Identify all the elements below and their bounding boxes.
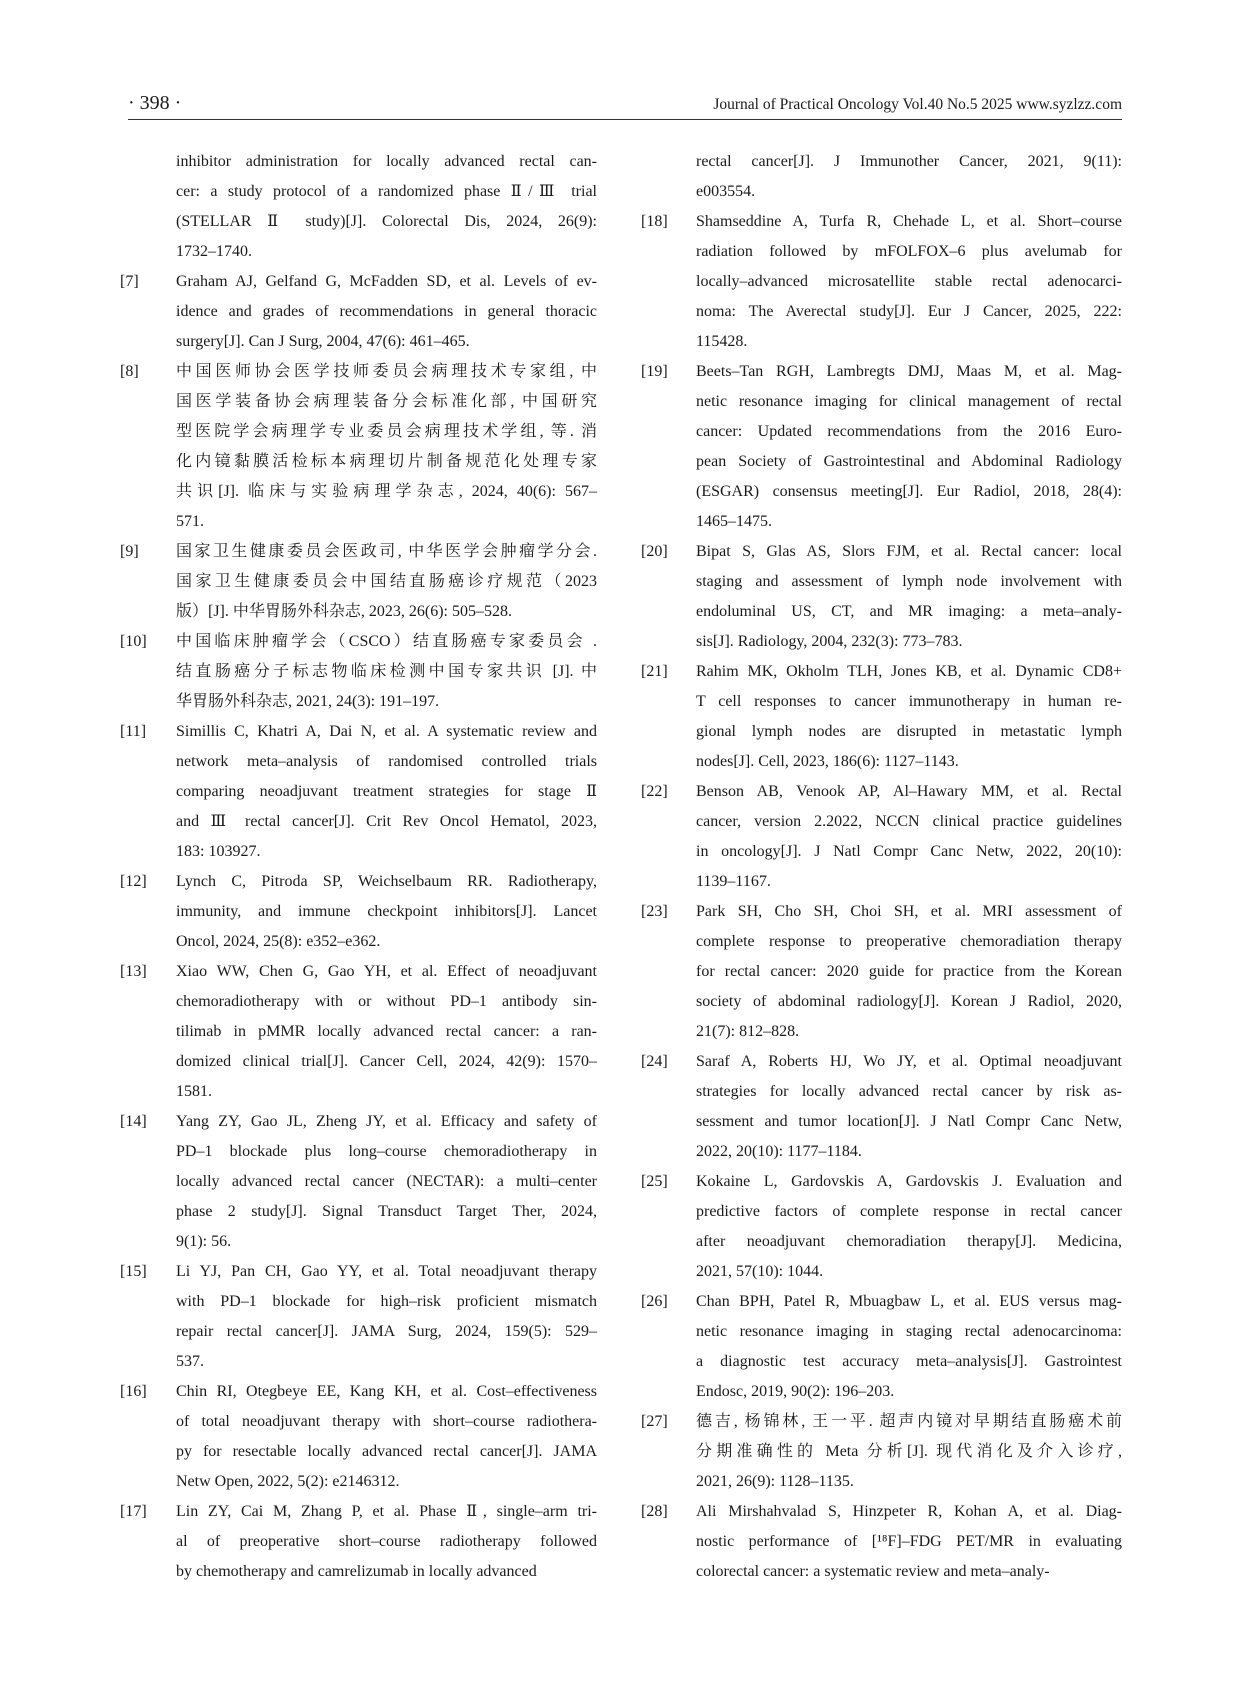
reference-number: [12]: [120, 873, 147, 890]
reference-line: 国家卫生健康委员会中国结直肠癌诊疗规范（2023: [176, 573, 597, 590]
reference-line: 国家卫生健康委员会医政司, 中华医学会肿瘤学分会.: [176, 543, 597, 560]
reference-line: PD–1 blockade plus long–course chemoradiotherapy in: [176, 1143, 597, 1160]
reference-line: complete response to preoperative chemoradiation therapy: [696, 933, 1122, 950]
reference-line: after neoadjuvant chemoradiation therapy[J]. Medicina,: [696, 1233, 1122, 1250]
reference-line: 183: 103927.: [176, 843, 261, 860]
reference-line: domized clinical trial[J]. Cancer Cell, 2024, 42(9): 1570–: [176, 1053, 597, 1070]
reference-line: noma: The Averectal study[J]. Eur J Cancer, 2025, 222:: [696, 303, 1122, 320]
reference-line: and Ⅲ rectal cancer[J]. Crit Rev Oncol Hematol, 2023,: [176, 813, 597, 830]
reference-line: idence and grades of recommendations in general thoracic: [176, 303, 597, 320]
reference-line: cancer: Updated recommendations from the 2016 Euro-: [696, 423, 1122, 440]
reference-line: cer: a study protocol of a randomized phase Ⅱ/Ⅲ trial: [176, 183, 597, 200]
reference-line: Yang ZY, Gao JL, Zheng JY, et al. Efficacy and safety of: [176, 1113, 597, 1130]
reference-entry: [641, 1497, 1122, 1587]
journal-citation: Journal of Practical Oncology Vol.40 No.5 2025 www.syzlzz.com: [713, 96, 1122, 113]
reference-number: [9]: [120, 543, 139, 560]
reference-line: 571.: [176, 513, 204, 530]
reference-entry: [641, 147, 1122, 207]
reference-line: colorectal cancer: a systematic review and meta–analy-: [696, 1563, 1050, 1580]
reference-line: py for resectable locally advanced rectal cancer[J]. JAMA: [176, 1443, 597, 1460]
reference-line: 国医学装备协会病理装备分会标准化部, 中国研究: [176, 393, 597, 410]
reference-line: (STELLAR Ⅱ study)[J]. Colorectal Dis, 2024, 26(9):: [176, 213, 597, 230]
reference-line: Shamseddine A, Turfa R, Chehade L, et al. Short–course: [696, 213, 1122, 230]
reference-line: e003554.: [696, 183, 756, 200]
reference-entry: [641, 897, 1122, 1047]
reference-line: Lynch C, Pitroda SP, Weichselbaum RR. Radiotherapy,: [176, 873, 597, 890]
reference-line: immunity, and immune checkpoint inhibitors[J]. Lancet: [176, 903, 597, 920]
reference-line: Saraf A, Roberts HJ, Wo JY, et al. Optimal neoadjuvant: [696, 1053, 1122, 1070]
reference-line: netic resonance imaging for clinical management of rectal: [696, 393, 1122, 410]
reference-line: al of preoperative short–course radiotherapy followed: [176, 1533, 597, 1550]
reference-entry: [120, 537, 597, 627]
reference-line: strategies for locally advanced rectal cancer by risk as-: [696, 1083, 1122, 1100]
reference-number: [7]: [120, 273, 139, 290]
reference-line: Rahim MK, Okholm TLH, Jones KB, et al. Dynamic CD8+: [696, 663, 1122, 680]
reference-line: 537.: [176, 1353, 204, 1370]
reference-number: [16]: [120, 1383, 147, 1400]
reference-number: [24]: [641, 1053, 668, 1070]
reference-number: [25]: [641, 1173, 668, 1190]
reference-entry: [120, 867, 597, 957]
reference-line: locally advanced rectal cancer (NECTAR): a multi–center: [176, 1173, 597, 1190]
reference-line: locally–advanced microsatellite stable rectal adenocarci-: [696, 273, 1122, 290]
reference-entry: [641, 657, 1122, 777]
reference-entry: [120, 357, 597, 537]
reference-entry: [641, 1287, 1122, 1407]
reference-number: [11]: [120, 723, 147, 740]
reference-line: tilimab in pMMR locally advanced rectal cancer: a ran-: [176, 1023, 597, 1040]
reference-number: [13]: [120, 963, 147, 980]
reference-line: cancer, version 2.2022, NCCN clinical practice guidelines: [696, 813, 1122, 830]
right-column: [641, 147, 1122, 1587]
reference-number: [10]: [120, 633, 147, 650]
reference-entry: [120, 717, 597, 867]
reference-line: 结直肠癌分子标志物临床检测中国专家共识 [J]. 中: [176, 663, 597, 680]
reference-line: 德吉, 杨锦林, 王一平. 超声内镜对早期结直肠癌术前: [696, 1413, 1122, 1430]
reference-entry: [641, 1167, 1122, 1287]
reference-number: [14]: [120, 1113, 147, 1130]
reference-entry: [120, 1497, 597, 1587]
reference-entry: [641, 1407, 1122, 1497]
reference-line: sis[J]. Radiology, 2004, 232(3): 773–783.: [696, 633, 963, 650]
reference-line: Oncol, 2024, 25(8): e352–e362.: [176, 933, 381, 950]
reference-number: [20]: [641, 543, 668, 560]
reference-line: 型医院学会病理学专业委员会病理技术学组, 等. 消: [176, 423, 597, 440]
reference-line: Bipat S, Glas AS, Slors FJM, et al. Rectal cancer: local: [696, 543, 1122, 560]
reference-line: Xiao WW, Chen G, Gao YH, et al. Effect of neoadjuvant: [176, 963, 597, 980]
reference-line: 1732–1740.: [176, 243, 252, 260]
reference-line: 1581.: [176, 1083, 212, 1100]
reference-line: Graham AJ, Gelfand G, McFadden SD, et al. Levels of ev-: [176, 273, 597, 290]
reference-line: 2021, 26(9): 1128–1135.: [696, 1473, 854, 1490]
reference-line: staging and assessment of lymph node involvement with: [696, 573, 1122, 590]
reference-entry: [641, 777, 1122, 897]
reference-number: [21]: [641, 663, 668, 680]
reference-line: for rectal cancer: 2020 guide for practice from the Korean: [696, 963, 1122, 980]
reference-entry: [120, 147, 597, 267]
reference-line: Chan BPH, Patel R, Mbuagbaw L, et al. EUS versus mag-: [696, 1293, 1122, 1310]
header-rule: [128, 119, 1122, 120]
reference-line: phase 2 study[J]. Signal Transduct Target Ther, 2024,: [176, 1203, 597, 1220]
reference-line: predictive factors of complete response in rectal cancer: [696, 1203, 1122, 1220]
reference-line: comparing neoadjuvant treatment strategies for stage Ⅱ: [176, 783, 597, 800]
reference-line: Chin RI, Otegbeye EE, Kang KH, et al. Cost–effectiveness: [176, 1383, 597, 1400]
reference-line: by chemotherapy and camrelizumab in locally advanced: [176, 1563, 537, 1580]
reference-line: 中国医师协会医学技师委员会病理技术专家组, 中: [176, 363, 597, 380]
reference-number: [8]: [120, 363, 139, 380]
reference-entry: [641, 1047, 1122, 1167]
reference-line: 115428.: [696, 333, 748, 350]
reference-number: [22]: [641, 783, 668, 800]
reference-line: repair rectal cancer[J]. JAMA Surg, 2024, 159(5): 529–: [176, 1323, 597, 1340]
reference-line: 2022, 20(10): 1177–1184.: [696, 1143, 862, 1160]
reference-line: nostic performance of [¹⁸F]–FDG PET/MR in evaluating: [696, 1533, 1122, 1550]
reference-line: netic resonance imaging in staging rectal adenocarcinoma:: [696, 1323, 1122, 1340]
page-number: · 398 ·: [128, 92, 182, 114]
reference-line: 1139–1167.: [696, 873, 771, 890]
left-column: [120, 147, 597, 1587]
reference-line: 版）[J]. 中华胃肠外科杂志, 2023, 26(6): 505–528.: [176, 603, 512, 620]
reference-line: pean Society of Gastrointestinal and Abdominal Radiology: [696, 453, 1122, 470]
reference-line: 分期准确性的 Meta 分析[J]. 现代消化及介入诊疗,: [696, 1443, 1122, 1460]
reference-entry: [641, 537, 1122, 657]
reference-number: [27]: [641, 1413, 668, 1430]
reference-line: Beets–Tan RGH, Lambregts DMJ, Maas M, et al. Mag-: [696, 363, 1122, 380]
reference-line: Benson AB, Venook AP, Al–Hawary MM, et al. Rectal: [696, 783, 1122, 800]
page-header: [128, 92, 1122, 116]
reference-number: [19]: [641, 363, 668, 380]
reference-line: Endosc, 2019, 90(2): 196–203.: [696, 1383, 895, 1400]
reference-line: Park SH, Cho SH, Choi SH, et al. MRI assessment of: [696, 903, 1122, 920]
reference-line: Ali Mirshahvalad S, Hinzpeter R, Kohan A, et al. Diag-: [696, 1503, 1122, 1520]
reference-number: [26]: [641, 1293, 668, 1310]
reference-line: a diagnostic test accuracy meta–analysis[J]. Gastrointest: [696, 1353, 1122, 1370]
reference-line: nodes[J]. Cell, 2023, 186(6): 1127–1143.: [696, 753, 959, 770]
reference-entry: [120, 957, 597, 1107]
reference-line: 2021, 57(10): 1044.: [696, 1263, 824, 1280]
reference-line: endoluminal US, CT, and MR imaging: a meta–analy-: [696, 603, 1122, 620]
reference-line: of total neoadjuvant therapy with short–course radiothera-: [176, 1413, 597, 1430]
reference-line: Netw Open, 2022, 5(2): e2146312.: [176, 1473, 400, 1490]
reference-number: [15]: [120, 1263, 147, 1280]
reference-line: in oncology[J]. J Natl Compr Canc Netw, 2022, 20(10):: [696, 843, 1122, 860]
reference-line: 共识[J]. 临床与实验病理学杂志, 2024, 40(6): 567–: [176, 483, 597, 500]
reference-line: Li YJ, Pan CH, Gao YY, et al. Total neoadjuvant therapy: [176, 1263, 597, 1280]
reference-number: [28]: [641, 1503, 668, 1520]
reference-line: with PD–1 blockade for high–risk proficient mismatch: [176, 1293, 597, 1310]
reference-line: (ESGAR) consensus meeting[J]. Eur Radiol, 2018, 28(4):: [696, 483, 1122, 500]
reference-line: chemoradiotherapy with or without PD–1 antibody sin-: [176, 993, 597, 1010]
reference-line: Kokaine L, Gardovskis A, Gardovskis J. Evaluation and: [696, 1173, 1122, 1190]
reference-line: 9(1): 56.: [176, 1233, 232, 1250]
reference-entry: [120, 627, 597, 717]
reference-line: surgery[J]. Can J Surg, 2004, 47(6): 461–465.: [176, 333, 470, 350]
reference-line: radiation followed by mFOLFOX–6 plus avelumab for: [696, 243, 1122, 260]
reference-number: [23]: [641, 903, 668, 920]
reference-entry: [120, 1107, 597, 1257]
reference-line: society of abdominal radiology[J]. Korean J Radiol, 2020,: [696, 993, 1122, 1010]
reference-entry: [120, 1257, 597, 1377]
reference-line: gional lymph nodes are disrupted in metastatic lymph: [696, 723, 1122, 740]
reference-line: Lin ZY, Cai M, Zhang P, et al. Phase Ⅱ, single–arm tri-: [176, 1503, 597, 1520]
reference-line: T cell responses to cancer immunotherapy in human re-: [696, 693, 1122, 710]
reference-line: Simillis C, Khatri A, Dai N, et al. A systematic review and: [176, 723, 597, 740]
reference-line: inhibitor administration for locally advanced rectal can-: [176, 153, 597, 170]
reference-number: [18]: [641, 213, 668, 230]
reference-line: rectal cancer[J]. J Immunother Cancer, 2021, 9(11):: [696, 153, 1122, 170]
reference-line: 1465–1475.: [696, 513, 772, 530]
reference-line: 21(7): 812–828.: [696, 1023, 800, 1040]
reference-line: sessment and tumor location[J]. J Natl Compr Canc Netw,: [696, 1113, 1122, 1130]
reference-entry: [120, 1377, 597, 1497]
reference-entry: [120, 267, 597, 357]
reference-number: [17]: [120, 1503, 147, 1520]
reference-line: 中国临床肿瘤学会（CSCO）结直肠癌专家委员会 .: [176, 633, 597, 650]
reference-entry: [641, 357, 1122, 537]
reference-line: network meta–analysis of randomised controlled trials: [176, 753, 597, 770]
reference-line: 化内镜黏膜活检标本病理切片制备规范化处理专家: [176, 453, 597, 470]
reference-entry: [641, 207, 1122, 357]
reference-line: 华胃肠外科杂志, 2021, 24(3): 191–197.: [176, 693, 440, 710]
